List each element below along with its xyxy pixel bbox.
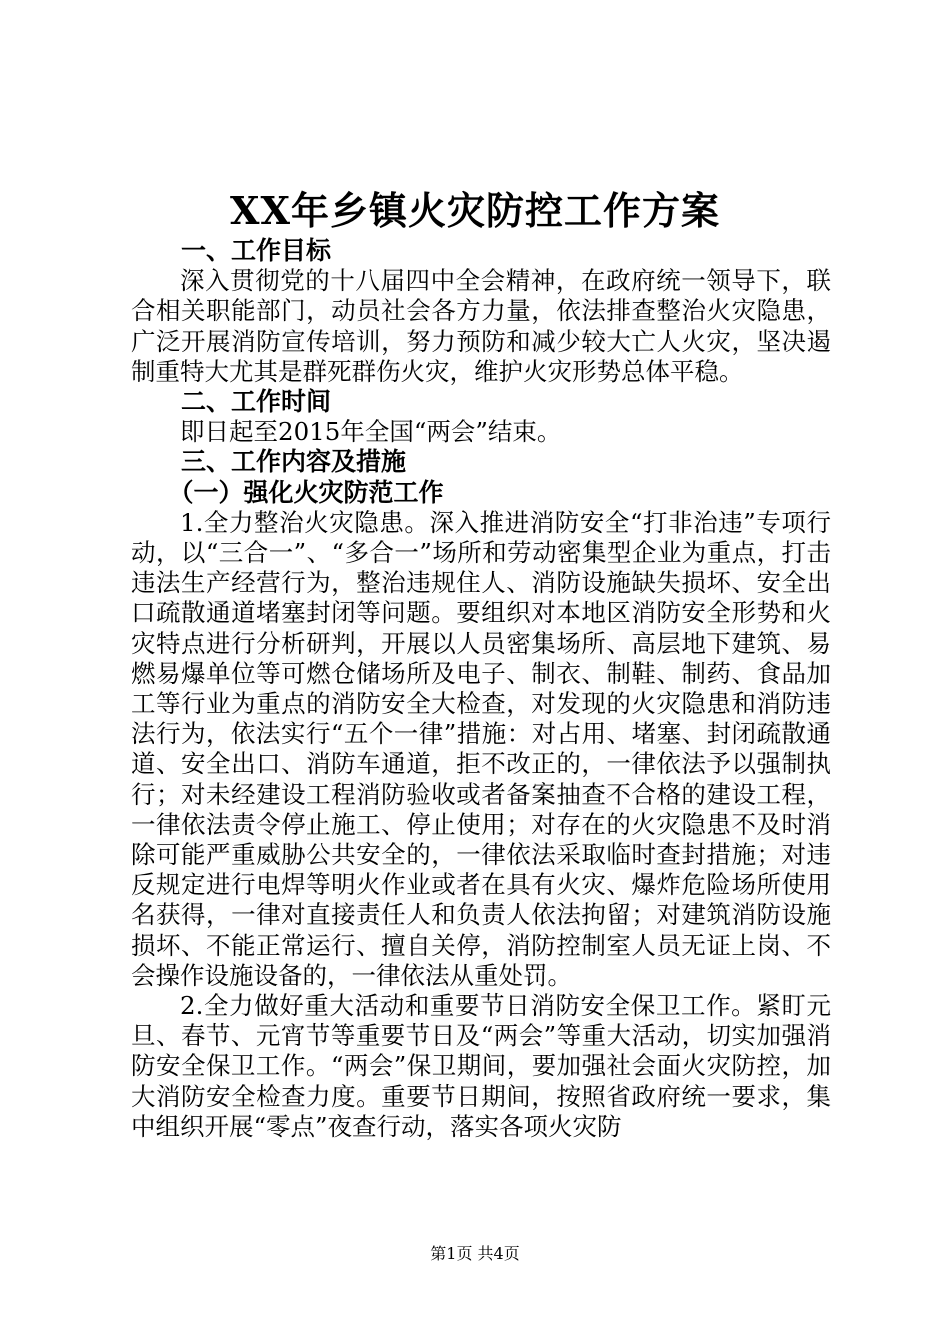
page-number: 第1页 共4页	[430, 1244, 520, 1263]
paragraph-item-1: 1.全力整治火灾隐患。深入推进消防安全“打非治违”专项行动，以“三合一”、“多合一”场所和劳动密集型企业为重点，打击违法生产经营行为，整治违规住人、消防设施缺失损坏、安全出口疏散通道堵塞封闭等问题。要组织对本地区消防安全形势和火灾特点进行分析研判，开展以人员密集场所、高层地下建筑、易燃易爆单位等可燃仓储场所及电子、制衣、制鞋、制药、食品加工等行业为重点的消防安全大检查，对发现的火灾隐患和消防违法行为，依法实行“五个一律”措施：对占用、堵塞、封闭疏散通道、安全出口、消防车通道，拒不改正的，一律依法予以强制执行；对未经建设工程消防验收或者备案抽查不合格的建设工程，一律依法责令停止施工、停止使用；对存在的火灾隐患不及时消除可能严重威胁公共安全的，一律依法采取临时查封措施；对违反规定进行电焊等明火作业或者在具有火灾、爆炸危险场所使用名获得，一律对直接责任人和负责人依法拘留；对建筑消防设施损坏、不能正常运行、擅自关停，消防控制室人员无证上岗、不会操作设施设备的，一律依法从重处罚。	[131, 507, 831, 990]
section-heading-measures: 三、工作内容及措施	[181, 447, 407, 477]
section-heading-time: 二、工作时间	[181, 387, 332, 417]
paragraph-goal: 深入贯彻党的十八届四中全会精神，在政府统一领导下，联合相关职能部门，动员社会各方力量，依法排查整治火灾隐患，广泛开展消防宣传培训，努力预防和减少较大亡人火灾，坚决遏制重特大尤其是群死群伤火灾，维护火灾形势总体平稳。	[131, 266, 831, 386]
section-heading-goal: 一、工作目标	[181, 236, 332, 265]
paragraph-item-2: 2.全力做好重大活动和重要节日消防安全保卫工作。紧盯元旦、春节、元宵节等重要节日及“两会”等重大活动，切实加强消防安全保卫工作。“两会”保卫期间，要加强社会面火灾防控，加大消防安全检查力度。重要节日期间，按照省政府统一要求，集中组织开展“零点”夜查行动，落实各项火灾防	[131, 991, 831, 1141]
document-body	[131, 236, 831, 1142]
document-title: XX年乡镇火灾防控工作方案	[230, 188, 720, 233]
paragraph-time: 即日起至2015年全国“两会”结束。	[180, 417, 562, 447]
subsection-heading-prevention: （一）强化火灾防范工作	[168, 477, 444, 507]
